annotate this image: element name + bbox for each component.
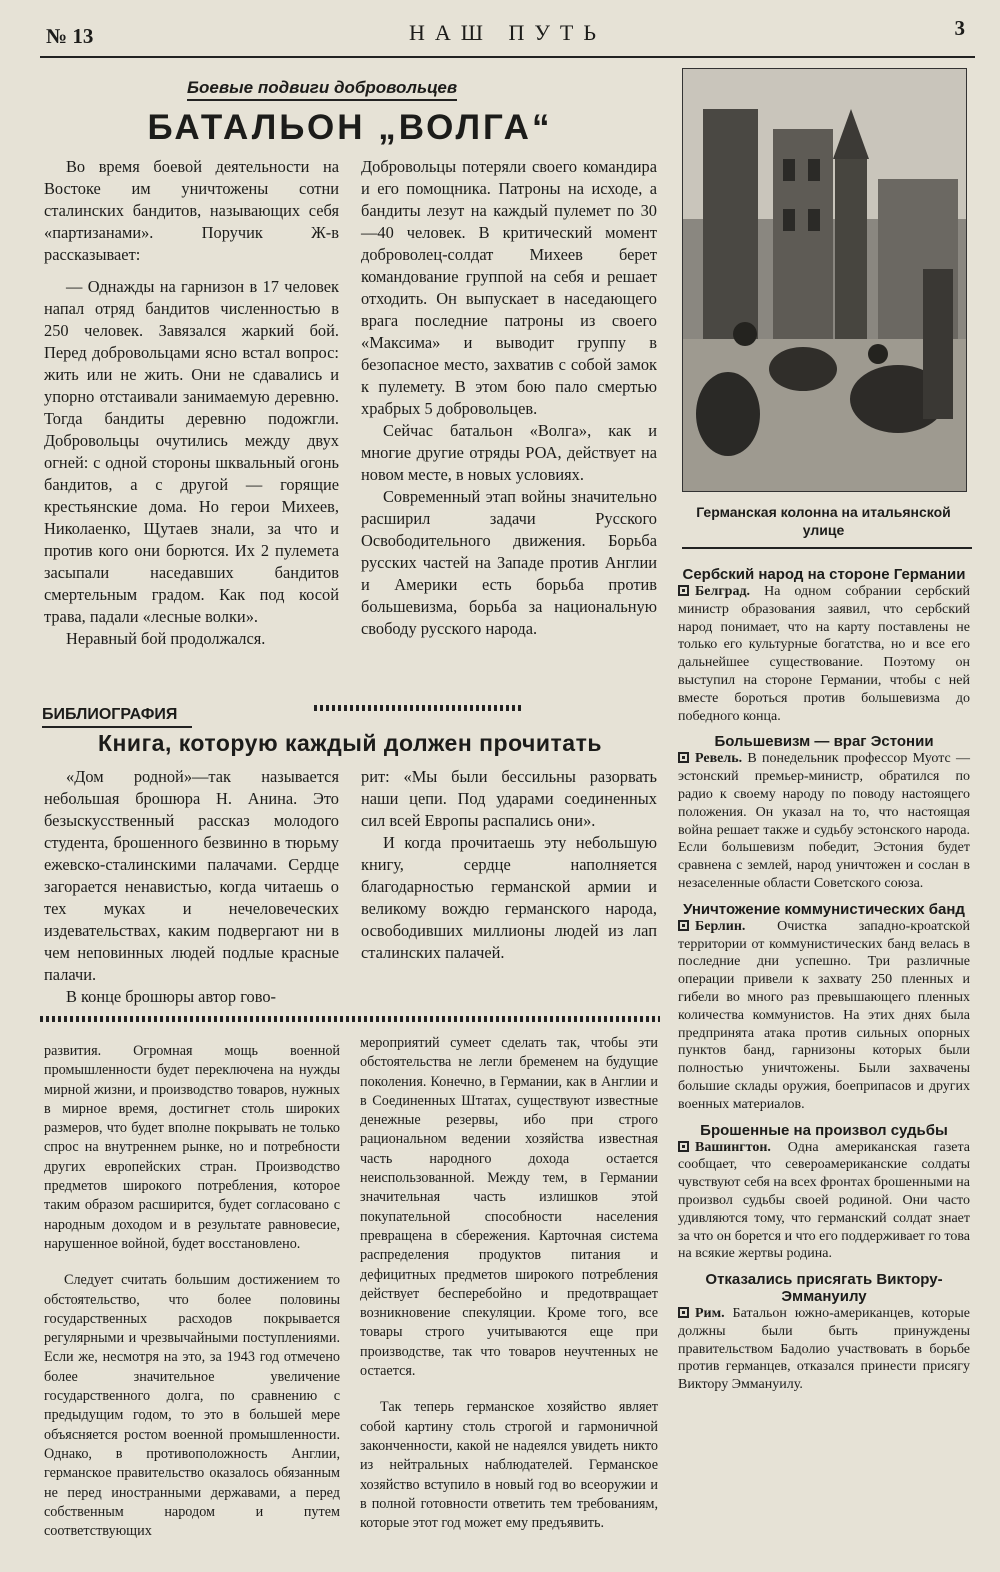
economy-column-1 [44,1042,340,1541]
news-headline: Отказались присягать Виктору-Эммануилу [705,1271,943,1306]
photo-illustration [683,69,966,491]
paragraph: Неравный бой продолжался. [66,629,266,648]
square-bullet-icon [678,752,689,763]
divider [42,726,192,728]
news-text: Батальон южно-американцев, которые должны были быть принуждены правительством Бадолио участвовать в борьбе против германцев, отказался принести присягу Виктору Эммануилу. [678,1306,970,1393]
news-headline: Большевизм — враг Эстонии [714,733,934,751]
bibliography-headline: Книга, которую каждый должен прочитать [98,730,602,756]
paragraph: Следует считать большим достижением то обстоятельство, что более половины государственных расходов покрывается регулярными и чрезвычайными поступлениями. Если же, несмотря на это, за 1943 год отмечено более значительное увеличение государственного долга, по сравнению с предыдущим годом, то это в большей мере объясняется ростом военной промышленности. Однако, в противоположность Англии, германское правительство оказалось обязанным не перед иностранными державами, а перед собственным народом и путем соответствующих [44,1272,340,1540]
paragraph: мероприятий сумеет сделать так, чтобы эти обстоятельства не легли бременем на будущие поколения. Конечно, в Германии, как в Англии и в Соединенных Штатах, существуют известные денежные резервы, ибо при строго рациональном ведении хозяйства известная часть народного дохода остается неиспользованной. Между тем, в Германии значительная часть излишков этой покупательной способности населения превращена в сбережения. Карточная система распределения продуктов питания и дефицитных предметов широкого потребления действует бесперебойно и предотвращает возникновение спекуляции. Кроме того, все товары строго учитываются еще при производстве, так что товаров неучтенных не остается. [360,1035,658,1380]
paragraph: И когда прочитаешь эту небольшую книгу, сердце наполняется благодарностью германской армии и великому вождю германского народа, освободивших миллионы людей из лап сталинских палачей. [361,833,657,962]
paragraph: В конце брошюры автор гово- [66,987,277,1006]
issue-number: № 13 [46,24,94,48]
dateline: Рим. [695,1306,725,1322]
paragraph: Так теперь германское хозяйство являет собой картину столь строгой и гармоничной законченности, какой не надеялся увидеть никто из нейтральных наблюдателей. Германское хозяйство вступило в новый год во всеоружии и в полной готовности ответить тем требованиям, которые этот год может ему предъявить. [360,1399,658,1532]
news-item [678,1305,970,1394]
square-bullet-icon [678,920,689,931]
paragraph: Добровольцы потеряли своего командира и его помощника. Патроны на исходе, а бандиты лезут на каждый пулемет по 30—40 человек. В критический момент доброволец-солдат Михеев берет командование группой на себя и решает отходить. Он выпускает в наседающего врага последние патроны из своего «Максима» и выводит группу в безопасное место, захватив с собой замок к пулемету. В этом бою пало смертью храбрых 5 добровольцев. [361,157,657,418]
feature-column-1 [44,156,339,650]
paragraph: — Однажды на гарнизон в 17 человек напал отряд бандитов численностью в 250 человек. Завязался жаркий бой. Перед добровольцами ясно встал вопрос: жить или не жить. Они не сдавались и упорно отстаивали занимаемую деревню. Тогда бандиты деревню подожгли. Добровольцы очутились между двух огней: с одной стороны шквальный огонь бандитов, а с другой — горящие крестьянские дома. Но герои Михеев, Николаенко, Щутаев знали, за что и против кого они борются. Их 2 пулемета засыпали наседавших бандитов смертельным градом. Как под косой трава, падали «лесные волки». [44,277,339,626]
news-item [678,583,970,725]
paragraph: рит: «Мы были бессильны разорвать наши цепи. Под ударами соединенных сил всей Европы распались они». [361,767,657,830]
news-text: На одном собрании сербский министр образования заявил, что сербский народ понимает, что на карту поставлены не только его культурные богатства, но и все его дальнейшее существование. Поэтому он выступил на стороне Германии, чтобы с ней вместе бороться против большевизма до победного конца. [678,584,970,724]
divider [682,547,972,549]
paragraph: «Дом родной»—так называется небольшая брошюра Н. Анина. Это безыскусственный рассказ молодого студента, брошенного безвинно в тюрьму ежевско-сталинскими палачами. Сердце загорается ненавистью, когда читаешь о тех муках и нечеловеческих издевательствах, каким подвергают ни в чем неповинных людей подлые красные палачи. [44,767,339,984]
news-text: В понедельник профессор Муотс — эстонский премьер-министр, обратился по радио к своему народу по поводу настоящего положения. Он указал на то, что настоящая война решает также и судьбу эстонского народа. Если большевизм победит, Эстония будет сравнена с землей, народ уничтожен и сослан в незаселенные области Советского союза. [678,751,970,891]
feature-column-2 [361,156,657,640]
news-headline: Брошенные на произвол судьбы [700,1121,948,1139]
dateline: Берлин. [695,918,746,934]
photo-german-column [682,68,967,492]
feature-rubric: Боевые подвиги добровольцев [187,78,457,101]
square-bullet-icon [678,1141,689,1152]
dateline: Ревель. [695,751,743,767]
square-bullet-icon [678,585,689,596]
paragraph: Современный этап войны значительно расширил задачи Русского Освободительного движения. Борьба русских частей на Западе против Англии и Америки есть борьба против большевизма, борьба за национальную свободу русского народа. [361,487,657,638]
news-item [678,918,970,1114]
economy-column-2 [360,1034,658,1533]
photo-caption: Германская колонна на итальянской улице [696,504,951,538]
paragraph: Во время боевой деятельности на Востоке им уничтожены сотни сталинских бандитов, называющих себя «партизанами». Поручик Ж-в рассказывает: [44,157,339,264]
masthead [40,18,975,58]
bibliography-column-2 [361,766,657,964]
page-number: 3 [954,16,965,40]
news-item [678,750,970,892]
news-headline: Сербский народ на стороне Германии [682,566,966,583]
paragraph: развития. Огромная мощь военной промышленности будет переключена на нужды мирной жизни, и производство товаров, нужных в мирное время, достигнет столь широких размеров, что будет вполне покрывать не только спрос на внутреннем рынке, но и потребности других европейских стран. Производство предметов широкого потребления, которое таким образом расширится, будет согласовано с народным доходом и в результате равновесие, нарушенное войной, будет восстановлено. [44,1043,340,1252]
dateline: Вашингтон. [695,1139,771,1155]
newspaper-title: НАШ ПУТЬ [408,20,606,45]
news-text: Одна американская газета сообщает, что североамериканские солдаты чувствуют себя на всех фронтах брошенными на произвол судьбы своей родиной. Они часто удивляются тому, что германский солдат знает за что он борется и что его поддерживает го това на всякие жертвы родина. [678,1139,971,1262]
paragraph: Сейчас батальон «Волга», как и многие другие отряды РОА, действует на новом месте, в новых условиях. [361,421,657,484]
ornamental-divider [40,1016,660,1022]
dateline: Белград. [695,584,751,599]
feature-headline: БАТАЛЬОН „ВОЛГА“ [147,108,553,147]
ornamental-divider [314,705,524,711]
news-text: Очистка западно-кроатской территории от коммунистических банд велась в последние дни успешно. Три различные операции привели к захвату 250 пленных и гибели во много раз превышающего пленных количества коммунистов. На этих днях была предпринята атака против сильных опорных пунктов банд, гарнизоны которых были полностью уничтожены. Были захвачены большие склады оружия, боеприпасов и других военных материалов. [678,918,970,1112]
section-label-bibliography: БИБЛИОГРАФИЯ [42,706,178,723]
news-headline: Уничтожение коммунистических банд [683,900,965,918]
square-bullet-icon [678,1307,689,1318]
bibliography-column-1 [44,766,339,1008]
news-item [678,1139,970,1264]
news-column [678,566,970,1394]
